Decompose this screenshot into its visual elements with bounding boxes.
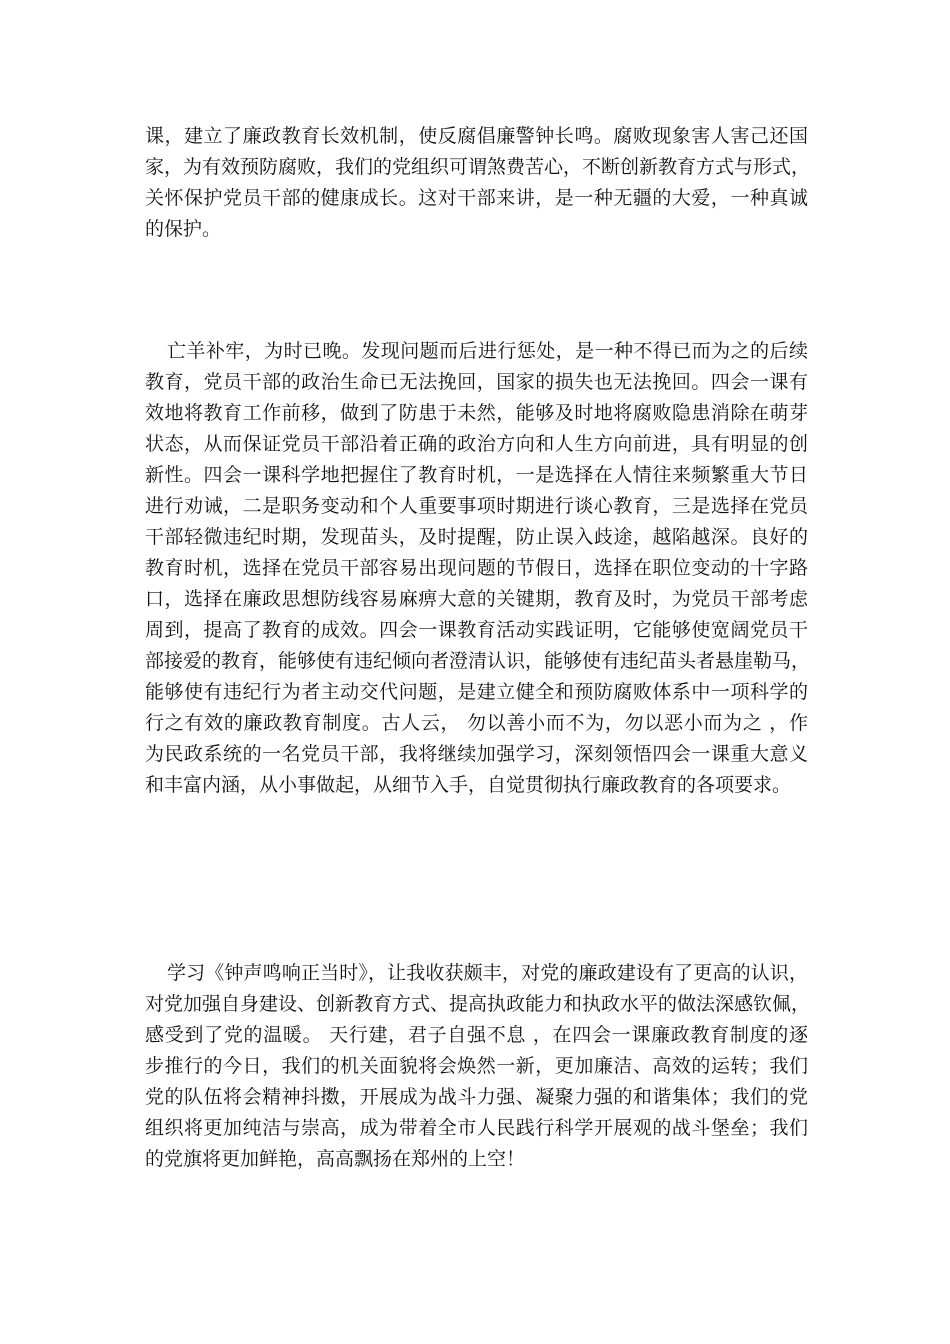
paragraph-1 bbox=[145, 121, 811, 245]
text-line: 家，为有效预防腐败，我们的党组织可谓煞费苦心，不断创新教育方式与形式， bbox=[145, 156, 811, 178]
text-line: 教育，党员干部的政治生命已无法挽回，国家的损失也无法挽回。四会一课有 bbox=[145, 371, 808, 393]
text-line: 教育时机，选择在党员干部容易出现问题的节假日，选择在职位变动的十字路 bbox=[145, 557, 808, 579]
text-line: 干部轻微违纪时期，发现苗头，及时提醒，防止误入歧途，越陷越深。良好的 bbox=[145, 526, 808, 548]
text-line: 的保护。 bbox=[145, 218, 222, 240]
paragraph-3 bbox=[145, 958, 811, 1175]
text-line: 步推行的今日，我们的机关面貌将会焕然一新，更加廉洁、高效的运转；我们 bbox=[145, 1055, 808, 1077]
text-line: 和丰富内涵，从小事做起，从细节入手，自觉贯彻执行廉政教育的各项要求。 bbox=[145, 774, 792, 796]
text-line: 部接爱的教育，能够使有违纪倾向者澄清认识，能够使有违纪苗头者悬崖勒马， bbox=[145, 650, 811, 672]
text-line: 状态，从而保证党员干部沿着正确的政治方向和人生方向前进，具有明显的创 bbox=[145, 433, 808, 455]
text-line: 对党加强自身建设、创新教育方式、提高执政能力和执政水平的做法深感钦佩， bbox=[145, 993, 811, 1015]
text-line: 行之有效的廉政教育制度。古人云， 勿以善小而不为，勿以恶小而为之 ，作 bbox=[145, 712, 808, 734]
text-line: 的党旗将更加鲜艳，高高飘扬在郑州的上空！ bbox=[145, 1148, 526, 1170]
text-line: 周到，提高了教育的成效。四会一课教育活动实践证明，它能够使宽阔党员干 bbox=[145, 619, 808, 641]
text-line: 党的队伍将会精神抖擞，开展成为战斗力强、凝聚力强的和谐集体；我们的党 bbox=[145, 1086, 808, 1108]
text-line: 效地将教育工作前移，做到了防患于未然，能够及时地将腐败隐患消除在萌芽 bbox=[145, 402, 808, 424]
paragraph-2 bbox=[145, 336, 811, 801]
text-line: 亡羊补牢，为时已晚。发现问题而后进行惩处，是一种不得已而为之的后续 bbox=[167, 340, 808, 362]
text-line: 感受到了党的温暖。 天行建，君子自强不息 ，在四会一课廉政教育制度的逐 bbox=[145, 1024, 808, 1046]
text-line: 学习《钟声鸣响正当时》，让我收获颇丰，对党的廉政建设有了更高的认识， bbox=[167, 962, 808, 984]
text-line: 新性。四会一课科学地把握住了教育时机，一是选择在人情往来频繁重大节日 bbox=[145, 464, 808, 486]
text-line: 能够使有违纪行为者主动交代问题，是建立健全和预防腐败体系中一项科学的 bbox=[145, 681, 808, 703]
text-line: 组织将更加纯洁与崇高，成为带着全市人民践行科学开展观的战斗堡垒；我们 bbox=[145, 1117, 808, 1139]
text-line: 关怀保护党员干部的健康成长。这对干部来讲，是一种无疆的大爱，一种真诚 bbox=[145, 187, 808, 209]
text-line: 进行劝诫，二是职务变动和个人重要事项时期进行谈心教育，三是选择在党员 bbox=[145, 495, 808, 517]
text-line: 课，建立了廉政教育长效机制，使反腐倡廉警钟长鸣。腐败现象害人害己还国 bbox=[145, 125, 808, 147]
text-line: 口，选择在廉政思想防线容易麻痹大意的关键期，教育及时，为党员干部考虑 bbox=[145, 588, 808, 610]
text-line: 为民政系统的一名党员干部，我将继续加强学习，深刻领悟四会一课重大意义 bbox=[145, 743, 808, 765]
